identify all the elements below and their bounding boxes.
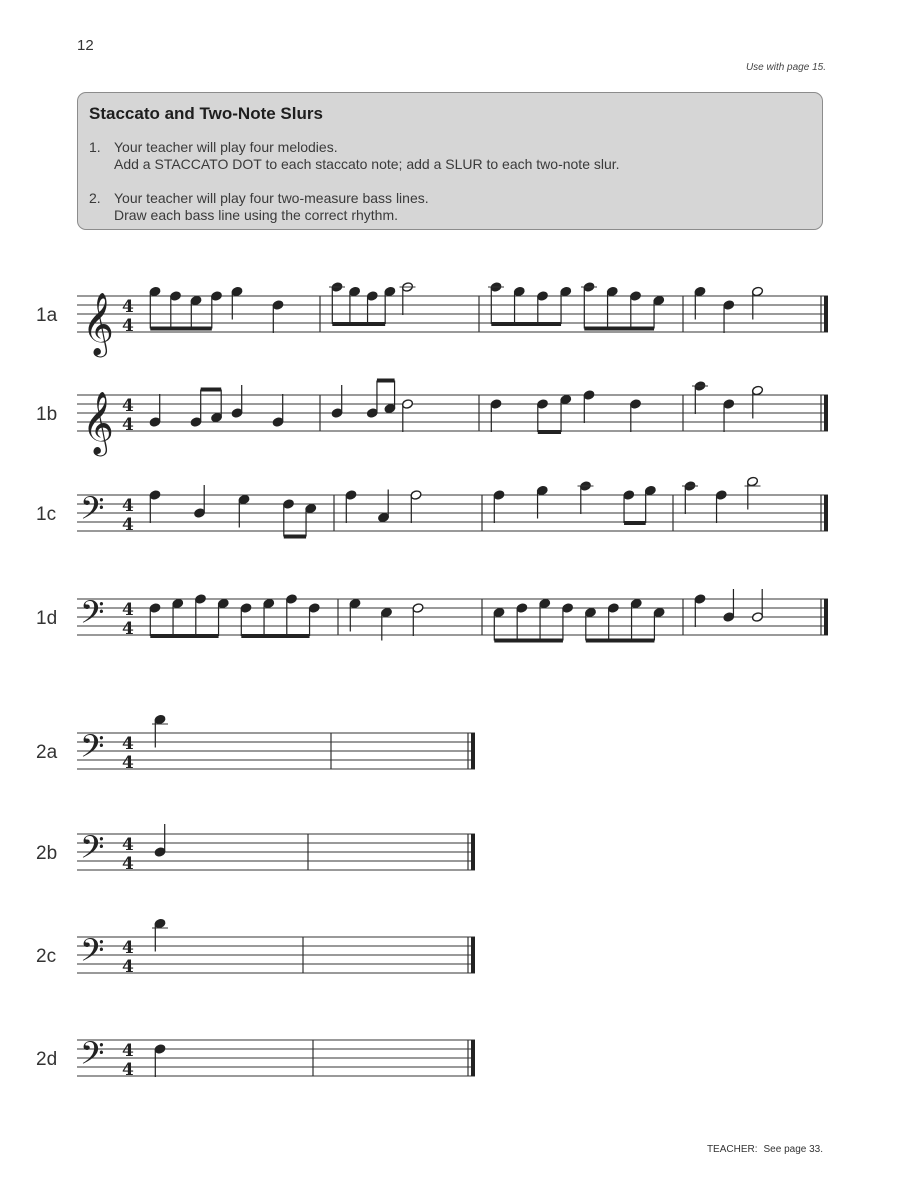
final-barline-thick [824, 495, 828, 531]
final-barline-thick [471, 1040, 475, 1076]
final-barline-thick [824, 395, 828, 431]
use-with-note: Use with page 15. [745, 62, 826, 73]
time-signature-top: 4 [122, 496, 134, 516]
treble-clef-icon: 𝄞 [82, 391, 114, 454]
exercise-label: 2d [36, 1049, 58, 1070]
bass-clef-icon: 𝄢 [80, 932, 105, 976]
time-signature-top: 4 [122, 297, 134, 317]
step-text-line: Your teacher will play four melodies. [114, 139, 338, 155]
exercise-label: 2a [36, 742, 58, 763]
time-signature-top: 4 [122, 600, 134, 620]
exercise-label: 2b [36, 843, 58, 864]
bass-clef-icon: 𝄢 [80, 1035, 105, 1079]
final-barline-thick [824, 599, 828, 635]
final-barline-thick [824, 296, 828, 332]
time-signature-bottom: 4 [122, 753, 134, 773]
exercise-label: 1c [36, 504, 57, 525]
step-number: 1. [89, 139, 101, 155]
time-signature-bottom: 4 [122, 1060, 134, 1080]
step-text-line: Add a STACCATO DOT to each staccato note; add a SLUR to each two-note slur. [114, 156, 620, 172]
exercise-label: 1a [36, 305, 58, 326]
exercise-label: 1b [36, 404, 58, 425]
bass-clef-icon: 𝄢 [80, 490, 105, 534]
step-text-line: Draw each bass line using the correct rhythm. [114, 207, 399, 223]
exercise-label: 1d [36, 608, 58, 629]
footer-page-ref: See page 33. [763, 1144, 823, 1155]
instructions-title: Staccato and Two-Note Slurs [89, 104, 323, 123]
treble-clef-icon: 𝄞 [82, 292, 114, 355]
time-signature-top: 4 [122, 835, 134, 855]
final-barline-thick [471, 733, 475, 769]
time-signature-bottom: 4 [122, 619, 134, 639]
bass-clef-icon: 𝄢 [80, 594, 105, 638]
time-signature-top: 4 [122, 1041, 134, 1061]
footer-note [707, 1144, 823, 1155]
time-signature-top: 4 [122, 734, 134, 754]
time-signature-bottom: 4 [122, 415, 134, 435]
time-signature-top: 4 [122, 938, 134, 958]
page-number: 12 [77, 37, 94, 54]
final-barline-thick [471, 937, 475, 973]
exercise-label: 2c [36, 946, 57, 967]
step-number: 2. [89, 190, 101, 206]
time-signature-bottom: 4 [122, 957, 134, 977]
time-signature-bottom: 4 [122, 854, 134, 874]
final-barline-thick [471, 834, 475, 870]
time-signature-top: 4 [122, 396, 134, 416]
step-text-line: Your teacher will play four two-measure bass lines. [114, 190, 429, 206]
time-signature-bottom: 4 [122, 515, 134, 535]
bass-clef-icon: 𝄢 [80, 728, 105, 772]
time-signature-bottom: 4 [122, 316, 134, 336]
footer-teacher-label: TEACHER: [706, 1144, 758, 1155]
bass-clef-icon: 𝄢 [80, 829, 105, 873]
